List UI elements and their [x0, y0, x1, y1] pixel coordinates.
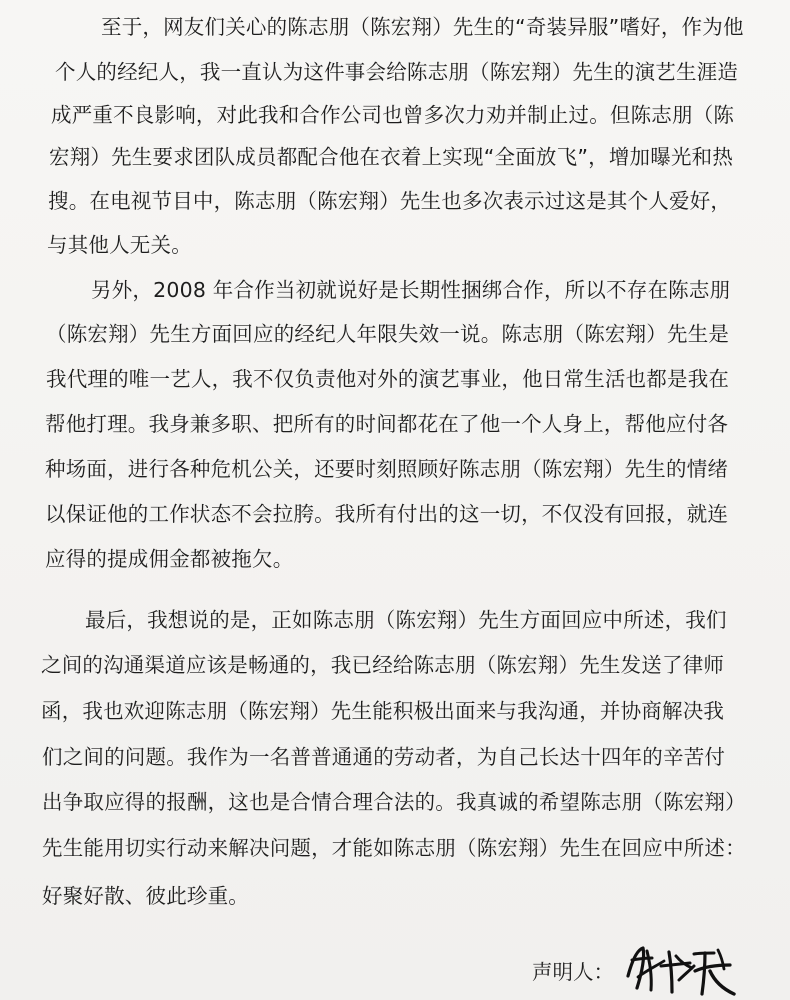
text-line: 之间的沟通渠道应该是畅通的，我已经给陈志朋（陈宏翔）先生发送了律师 [41, 653, 725, 677]
signature-mark [622, 936, 740, 998]
text-line: 最后，我想说的是，正如陈志朋（陈宏翔）先生方面回应中所述，我们 [85, 608, 727, 632]
text-line: 成严重不良影响，对此我和合作公司也曾多次力劝并制止过。但陈志朋（陈 [51, 103, 735, 127]
text-line: 函，我也欢迎陈志朋（陈宏翔）先生能积极出面来与我沟通，并协商解决我 [41, 699, 725, 723]
text-line: 至于，网友们关心的陈志朋（陈宏翔）先生的“奇装异服”嗜好，作为他 [101, 15, 744, 39]
text-line: 以保证他的工作状态不会拉胯。我所有付出的这一切，不仅没有回报，就连 [45, 502, 729, 526]
text-line: 出争取应得的报酬，这也是合情合理合法的。我真诚的希望陈志朋（陈宏翔） [42, 790, 746, 814]
text-line: 应得的提成佣金都被拖欠。 [45, 547, 294, 571]
text-line: 我代理的唯一艺人，我不仅负责他对外的演艺事业，他日常生活也都是我在 [46, 367, 730, 391]
text-line: 与其他人无关。 [47, 233, 192, 257]
text-line: 宏翔）先生要求团队成员都配合他在衣着上实现“全面放飞”，增加曝光和热 [49, 145, 734, 169]
text-line: 搜。在电视节目中，陈志朋（陈宏翔）先生也多次表示过这是其个人爱好， [48, 189, 732, 213]
text-line: 们之间的问题。我作为一名普普通通的劳动者，为自己长达十四年的辛苦付 [42, 745, 726, 769]
text-line: （陈宏翔）先生方面回应的经纪人年限失效一说。陈志朋（陈宏翔）先生是 [46, 322, 730, 346]
text-line: 帮他打理。我身兼多职、把所有的时间都花在了他一个人身上，帮他应付各 [45, 412, 729, 436]
text-line: 好聚好散、彼此珍重。 [42, 884, 249, 908]
text-line: 种场面，进行各种危机公关，还要时刻照顾好陈志朋（陈宏翔）先生的情绪 [45, 457, 729, 481]
text-line: 先生能用切实行动来解决问题，才能如陈志朋（陈宏翔）先生在回应中所述： [42, 836, 746, 860]
text-line: 个人的经纪人，我一直认为这件事会给陈志朋（陈宏翔）先生的演艺生涯造 [55, 60, 739, 84]
signature-label: 声明人： [532, 960, 614, 984]
text-line: 另外，2008 年合作当初就说好是长期性捆绑合作，所以不存在陈志朋 [91, 278, 731, 302]
